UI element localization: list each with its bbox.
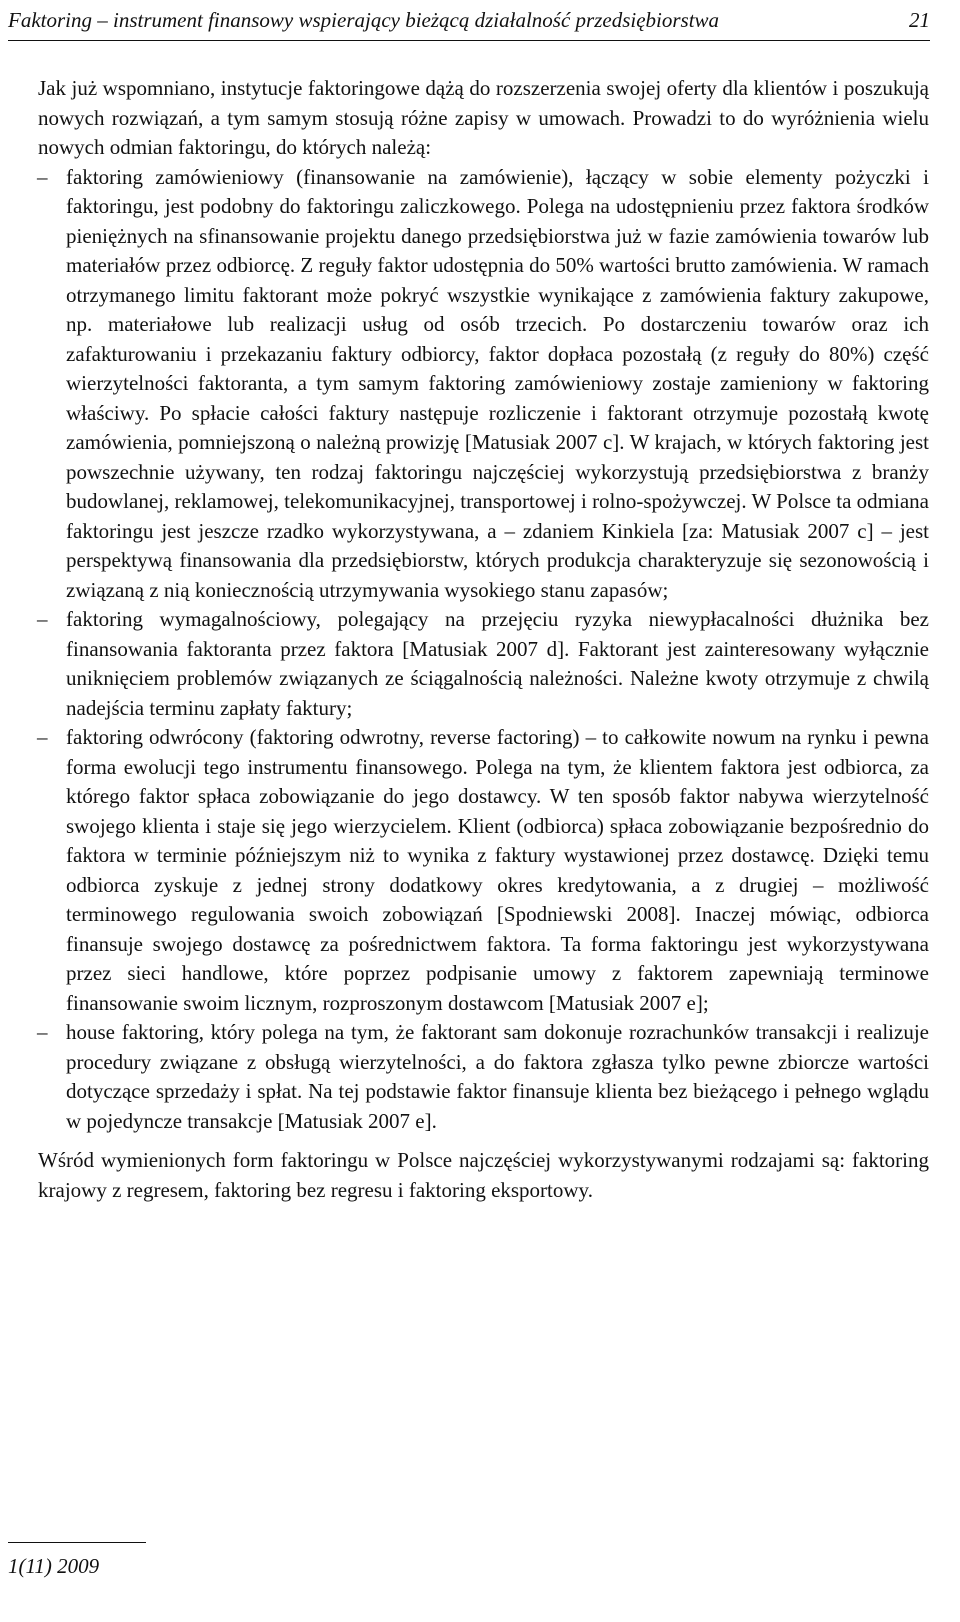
list-item [38,723,929,1018]
list-item-text: faktoring odwrócony (faktoring odwrotny, reverse factoring) – to całkowite nowum na rynku i pewna forma ewolucji tego instrumentu finansowego. Polega na tym, że klientem faktora jest odbiorca, za którego faktor spłaca zobowiązanie do jego dostawcy. W ten sposób faktor nabywa wierzytelność swojego klienta i staje się jego wierzycielem. Klient (odbiorca) spłaca zobowiązanie bezpośrednio do faktora w terminie późniejszym niż to wynika z faktury wystawionej przez dostawcę. Dzięki temu odbiorca zyskuje z jednej strony dodatkowy okres kredytowania, a z drugiej – możliwość terminowego regulowania swoich zobowiązań [Spodniewski 2008]. Inaczej mówiąc, odbiorca finansuje swojego dostawcę za pośrednictwem faktora. Ta forma faktoringu jest wykorzystywana przez sieci handlowe, które poprzez podpisanie umowy z faktorem zapewniają terminowe finansowanie swoim licznym, rozproszonym dostawcom [Matusiak 2007 e]; [66,725,929,1015]
running-header [8,2,930,38]
footer-rule [8,1542,146,1543]
list-item-text: faktoring wymagalnościowy, polegający na przejęciu ryzyka niewypłacalności dłużnika bez finansowania faktoranta przez faktora [Matusiak 2007 d]. Faktorant jest zainteresowany wyłącznie uniknięciem problemów związanych ze ściągalnością należności. Należne kwoty otrzymuje z chwilą nadejścia terminu zapłaty faktury; [66,607,929,720]
factoring-types-list [38,163,929,1137]
body-text [38,74,929,1205]
header-rule [8,40,930,41]
list-item-text: house faktoring, który polega na tym, że faktorant sam dokonuje rozrachunków transakcji i realizuje procedury związane z obsługą wierzytelności, a do faktora zgłasza tylko pewne zbiorcze wartości dotyczące sprzedaży i spłat. Na tej podstawie faktor finansuje klienta bez bieżącego i pełnego wglądu w pojedyncze transakcje [Matusiak 2007 e]. [66,1020,929,1133]
list-item [38,163,929,606]
list-dash: – [37,607,48,631]
closing-paragraph: Wśród wymienionych form faktoringu w Polsce najczęściej wykorzystywanymi rodzajami są: faktoring krajowy z regresem, faktoring bez regresu i faktoring eksportowy. [38,1148,929,1202]
page-number: 21 [909,8,930,32]
list-dash: – [37,725,48,749]
issue-footer: 1(11) 2009 [8,1554,100,1578]
list-item [38,1018,929,1136]
list-dash: – [37,1020,48,1044]
list-item-text: faktoring zamówieniowy (finansowanie na zamówienie), łączący w sobie elementy pożyczki i faktoringu, jest podobny do faktoringu zaliczkowego. Polega na udostępnieniu przez faktora środków pieniężnych na sfinansowanie projektu danego przedsiębiorstwa już w fazie zamówienia towarów lub materiałów przez odbiorcę. Z reguły faktor udostępnia do 50% wartości brutto zamówienia. W ramach otrzymanego limitu faktorant może pokryć wszystkie wynikające z zamówienia faktury zakupowe, np. materiałowe lub realizacji usług od osób trzecich. Po dostarczeniu towarów oraz ich zafakturowaniu i przekazaniu faktury odbiorcy, faktor dopłaca pozostałą (z reguły do 80%) część wierzytelności faktoranta, a tym samym faktoring zamówieniowy zostaje zamieniony w faktoring właściwy. Po spłacie całości faktury następuje rozliczenie i faktorant otrzymuje pozostałą kwotę zamówienia, pomniejszoną o należną prowizję [Matusiak 2007 c]. W krajach, w których faktoring jest powszechnie używany, ten rodzaj faktoringu najczęściej wykorzystują przedsiębiorstwa z branży budowlanej, reklamowej, telekomunikacyjnej, transportowej i rolno-spożywczej. W Polsce ta odmiana faktoringu jest jeszcze rzadko wykorzystywana, a – zdaniem Kinkiela [za: Matusiak 2007 c] – jest perspektywą finansowania dla przedsiębiorstw, których produkcja charakteryzuje się sezonowością i związaną z nią koniecznością utrzymywania wysokiego stanu zapasów; [66,164,929,602]
list-item [38,605,929,723]
list-dash: – [37,164,48,189]
intro-paragraph: Jak już wspomniano, instytucje faktoringowe dążą do rozszerzenia swojej oferty dla klientów i poszukują nowych rozwiązań, a tym samym stosują różne zapisy w umowach. Prowadzi to do wyróżnienia wielu nowych odmian faktoringu, do których należą: [38,76,929,159]
header-title: Faktoring – instrument finansowy wspierający bieżącą działalność przedsiębiorstwa [8,8,720,32]
